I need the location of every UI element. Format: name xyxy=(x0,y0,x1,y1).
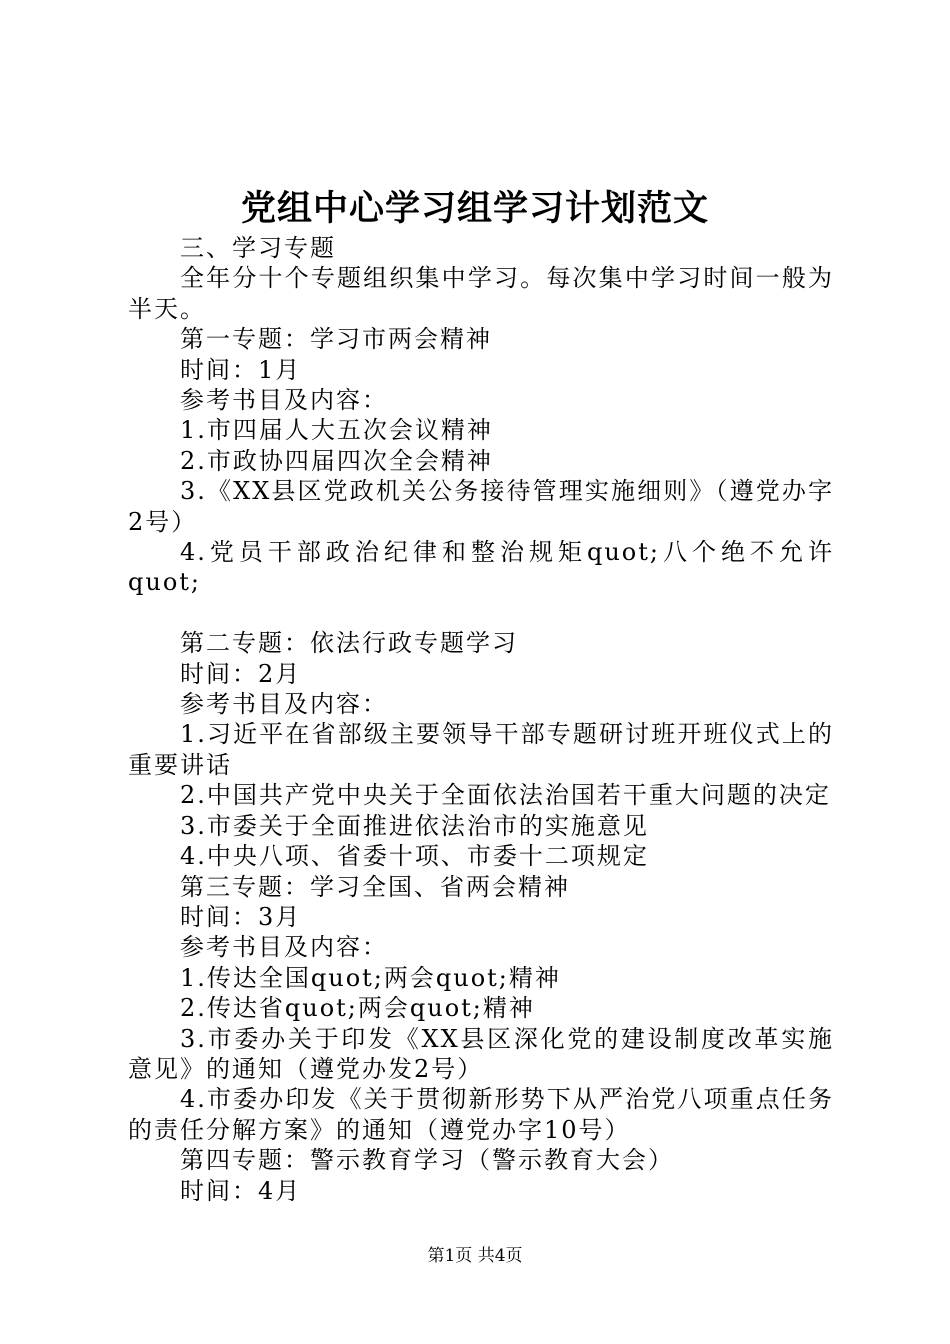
blank-line xyxy=(128,598,834,628)
topic-3-references-label: 参考书目及内容： xyxy=(180,933,388,962)
topic-2-item-2: 2.中国共产党中央关于全面依法治国若干重大问题的决定 xyxy=(180,781,831,810)
topic-3-item-3: 3.市委办关于印发《XX县区深化党的建设制度改革实施意见》的通知（遵党办发2号） xyxy=(128,1024,834,1083)
topic-1-references-label: 参考书目及内容： xyxy=(180,386,388,415)
topic-3-item-4: 4.市委办印发《关于贯彻新形势下从严治党八项重点任务的责任分解方案》的通知（遵党办字10号） xyxy=(128,1085,834,1144)
intro-paragraph: 全年分十个专题组织集中学习。每次集中学习时间一般为半天。 xyxy=(128,264,834,323)
topic-4-heading: 第四专题：警示教育学习（警示教育大会） xyxy=(180,1146,674,1175)
topic-2-item-4: 4.中央八项、省委十项、市委十二项规定 xyxy=(180,842,649,871)
topic-1-item-3: 3.《XX县区党政机关公务接待管理实施细则》（遵党办字2号） xyxy=(128,477,834,536)
topic-3-item-2: 2.传达省quot;两会quot;精神 xyxy=(180,994,535,1023)
topic-2-time: 时间：2月 xyxy=(180,659,302,688)
topic-1-time: 时间：1月 xyxy=(180,355,302,384)
topic-1-item-4: 4.党员干部政治纪律和整治规矩quot;八个绝不允许quot; xyxy=(128,538,834,597)
topic-3-item-1: 1.传达全国quot;两会quot;精神 xyxy=(180,963,561,992)
section-heading: 三、学习专题 xyxy=(180,234,336,262)
topic-2-item-1: 1.习近平在省部级主要领导干部专题研讨班开班仪式上的重要讲话 xyxy=(128,720,834,779)
topic-1-heading: 第一专题：学习市两会精神 xyxy=(180,325,492,354)
topic-2-references-label: 参考书目及内容： xyxy=(180,690,388,719)
topic-2-heading: 第二专题：依法行政专题学习 xyxy=(180,629,518,658)
topic-3-heading: 第三专题：学习全国、省两会精神 xyxy=(180,872,570,901)
topic-3-time: 时间：3月 xyxy=(180,902,302,931)
page-number-footer: 第1页 共4页 xyxy=(427,1246,523,1266)
topic-2-item-3: 3.市委关于全面推进依法治市的实施意见 xyxy=(180,811,649,840)
topic-1-item-1: 1.市四届人大五次会议精神 xyxy=(180,416,493,445)
document-body xyxy=(128,233,834,1206)
topic-1-item-2: 2.市政协四届四次全会精神 xyxy=(180,446,493,475)
topic-4-time: 时间：4月 xyxy=(180,1176,302,1205)
page-title: 党组中心学习组学习计划范文 xyxy=(240,188,709,229)
